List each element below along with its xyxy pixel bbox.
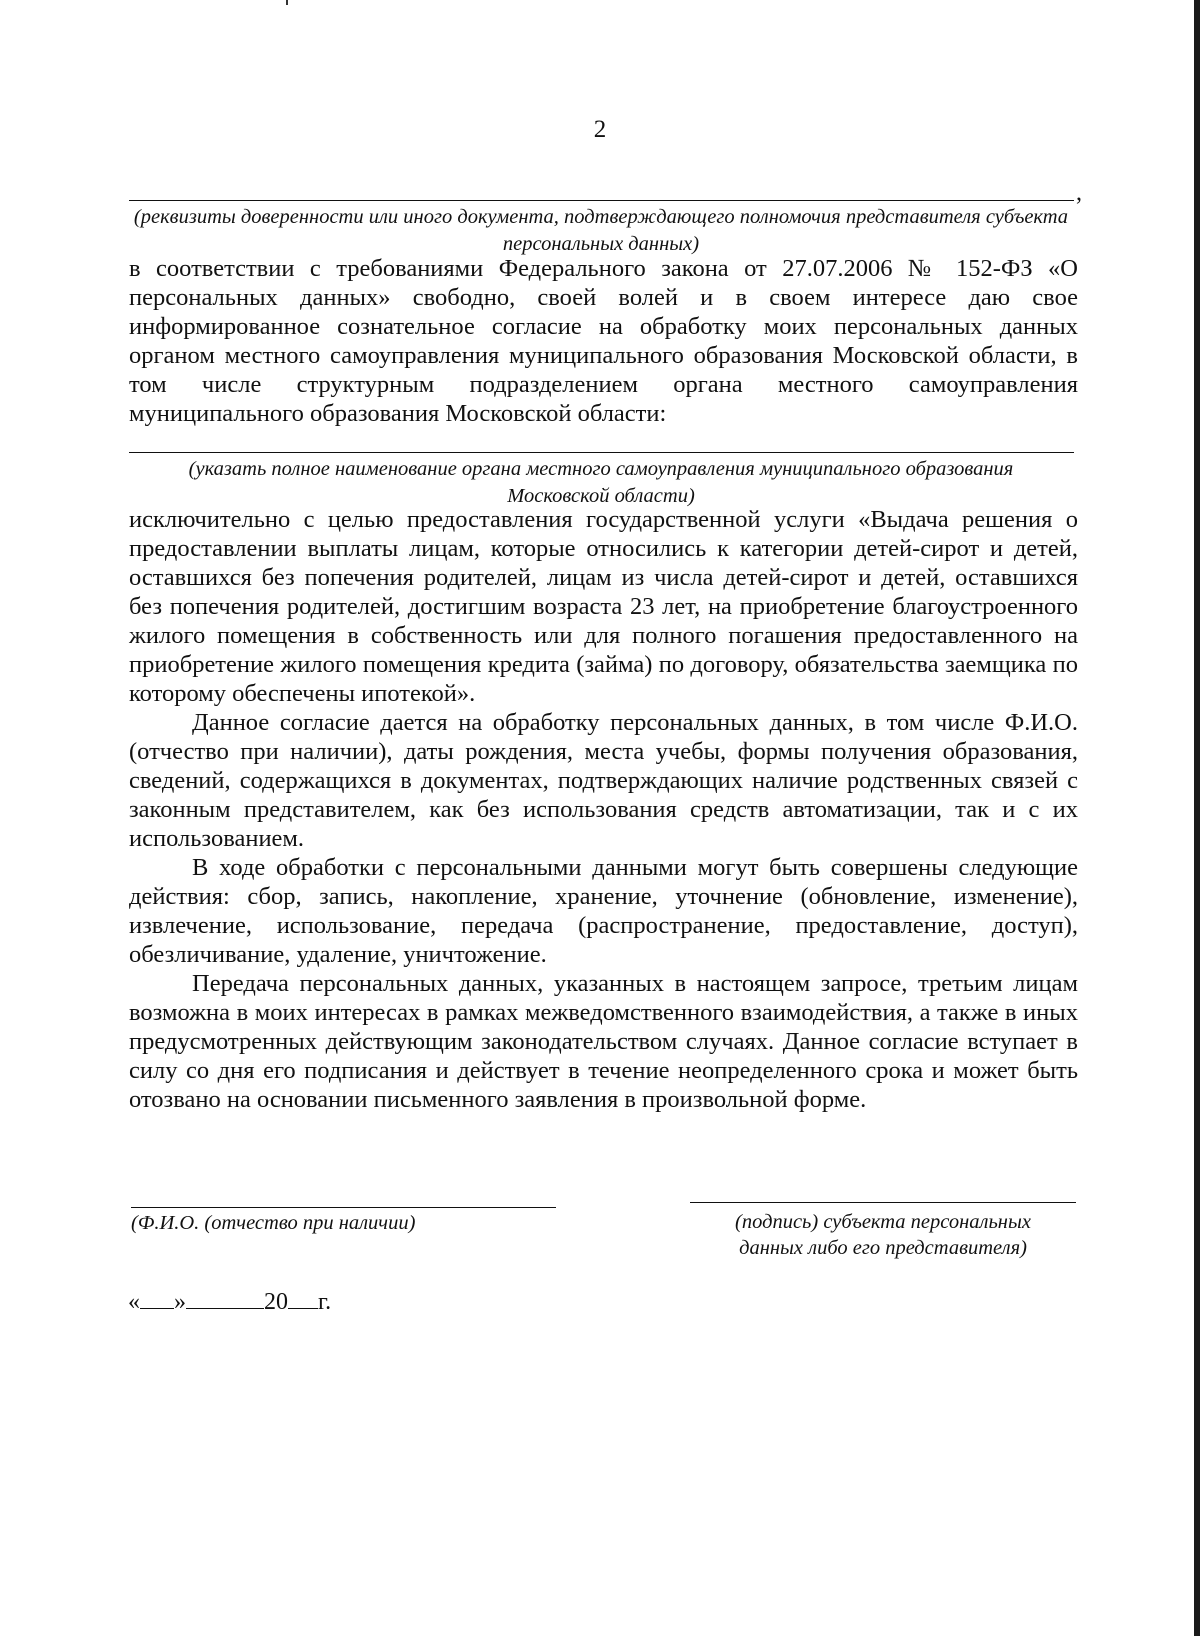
date-line	[128, 1288, 331, 1316]
day-blank	[140, 1288, 174, 1309]
organ-name-blank-line	[129, 452, 1074, 453]
main-body	[129, 505, 1078, 1114]
proxy-line-comma: ,	[1076, 180, 1082, 206]
transfer-paragraph: Передача персональных данных, указанных в настоящем запросе, третьим лицам возможна в моих интересах в рамках межведомственного взаимодействия, а также в иных предусмотренных действующим законодательством случаях. Данное согласие вступает в силу со дня его подписания и действует в течение неопределенного срока и может быть отозвано на основании письменного заявления в произвольной форме.	[129, 970, 1078, 1113]
year-blank	[288, 1288, 318, 1309]
date-year-suffix: г.	[318, 1289, 332, 1315]
signature-blank-line	[690, 1202, 1076, 1203]
scan-right-edge	[1194, 0, 1200, 1636]
signature-caption-line-1: (подпись) субъекта персональных	[735, 1211, 1031, 1233]
signature-caption-line-2: данных либо его представителя)	[739, 1237, 1027, 1259]
scan-top-mark	[286, 0, 288, 5]
actions-paragraph: В ходе обработки с персональными данными могут быть совершены следующие действия: сбор, запись, накопление, хранение, уточнение (обновление, изменение), извлечение, использование, передача (распространение, предоставление, доступ), обезличивание, удаление, уничтожение.	[129, 854, 1078, 968]
proxy-document-blank-line	[129, 200, 1074, 201]
page-number: 2	[593, 116, 607, 143]
date-year-prefix: 20	[264, 1289, 288, 1315]
fio-blank-line	[131, 1207, 556, 1208]
organ-name-caption: (указать полное наименование органа местного самоуправления муниципального образования Московской области)	[188, 458, 1014, 507]
fio-caption: (Ф.И.О. (отчество при наличии)	[131, 1212, 416, 1234]
proxy-document-caption: (реквизиты доверенности или иного документа, подтверждающего полномочия представителя субъекта персональных данных)	[133, 206, 1069, 255]
consent-text: в соответствии с требованиями Федерального закона от 27.07.2006 № 152-ФЗ «О персональных данных» свободно, своей волей и в своем интересе даю свое информированное сознательное согласие на обработку моих персональных данных органом местного самоуправления муниципального образования Московской области, в том числе структурным подразделением органа местного самоуправления муниципального образования Московской области:	[129, 255, 1078, 427]
consent-paragraph	[129, 254, 1078, 428]
purpose-paragraph: исключительно с целью предоставления государственной услуги «Выдача решения о предоставлении выплаты лицам, которые относились к категории детей-сирот и детей, оставшихся без попечения родителей, лицам из числа детей-сирот и детей, оставшихся без попечения родителей, достигшим возраста 23 лет, на приобретение благоустроенного жилого помещения в собственность или для полного погашения предоставленного на приобретение жилого помещения кредита (займа) по договору, обязательства заемщика по которому обеспечены ипотекой».	[129, 506, 1078, 707]
month-blank	[186, 1288, 264, 1309]
data-scope-paragraph: Данное согласие дается на обработку персональных данных, в том числе Ф.И.О. (отчество при наличии), даты рождения, места учебы, формы получения образования, сведений, содержащихся в документах, подтверждающих наличие родственных связей с законным представителем, как без использования средств автоматизации, так и с их использованием.	[129, 709, 1078, 852]
date-open-quote: «	[128, 1289, 140, 1315]
date-close-quote: »	[174, 1289, 186, 1315]
